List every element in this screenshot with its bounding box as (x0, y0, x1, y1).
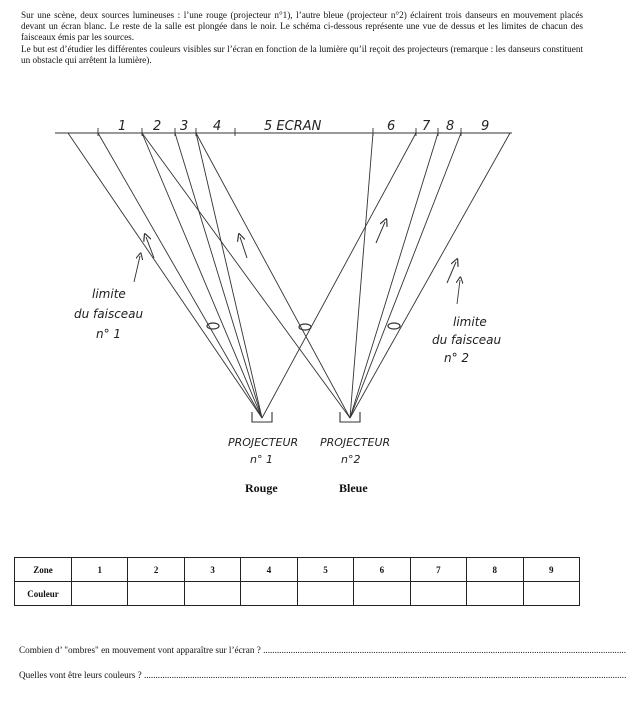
zone-cell-4: 4 (241, 558, 297, 582)
zone-cell-8: 8 (467, 558, 523, 582)
zone-mark-8: 8 (446, 119, 455, 134)
intro-paragraph-2: Le but est d’étudier les différentes couleurs visibles sur l’écran en fonction de la lumière qu’il reçoit des projecteurs (remarque : les danseurs constituent un obstacle qui arrêtent la lumière). (21, 43, 583, 65)
zones-table (14, 557, 580, 606)
zone-row (15, 558, 580, 582)
dancers (207, 323, 400, 330)
limit-1-pointer (134, 256, 140, 282)
zone-mark-7: 7 (422, 119, 431, 134)
limit-2-label-line1: limite (453, 315, 487, 329)
zone-mark-2: 2 (153, 119, 162, 134)
color-cell-5[interactable] (297, 582, 353, 606)
projector-2-caption-line1: PROJECTEUR (320, 436, 391, 449)
intro-paragraph-1: Sur une scène, deux sources lumineuses : l’une rouge (projecteur n°1), l’autre bleue (projecteur n°2) éclairent trois danseurs en mouvement placés devant un écran blanc. Le reste de la salle est plongée dans le noir. Le schéma ci-dessous représente une vue de dessus et les limites de chacun des faisceaux émis par les sources. (21, 10, 583, 43)
color-cell-4[interactable] (241, 582, 297, 606)
question-2-text: Quelles vont être leurs couleurs ? (19, 670, 142, 680)
zone-row-header: Zone (15, 558, 72, 582)
zone-cell-2: 2 (128, 558, 184, 582)
color-cell-1[interactable] (72, 582, 128, 606)
zone-cell-3: 3 (184, 558, 240, 582)
projector-2-beams (142, 133, 510, 418)
projector-1-caption-line2: n° 1 (250, 453, 273, 466)
color-cell-8[interactable] (467, 582, 523, 606)
zone-mark-9: 9 (481, 119, 490, 134)
color-row (15, 582, 580, 606)
limit-2-label-line3: n° 2 (444, 351, 470, 365)
dancer-3 (388, 323, 400, 329)
limit-2-label-line2: du faisceau (432, 333, 502, 347)
color-row-header: Couleur (15, 582, 72, 606)
projector-1-caption-line1: PROJECTEUR (228, 436, 299, 449)
question-2-answer-dots[interactable]: .................................................................................................................................................................................................................. (144, 670, 626, 680)
question-1 (19, 645, 626, 655)
limit-1-label-line1: limite (92, 287, 126, 301)
projector-1-color: Rouge (245, 481, 278, 495)
zone-mark-3: 3 (180, 119, 189, 134)
zone-cell-5: 5 (297, 558, 353, 582)
question-2 (19, 670, 626, 680)
color-cell-3[interactable] (184, 582, 240, 606)
limit-1-label-line3: n° 1 (96, 327, 122, 341)
limit-2-pointer (457, 280, 460, 304)
zone-mark-6: 6 (387, 119, 396, 134)
zone-cell-1: 1 (72, 558, 128, 582)
question-1-text: Combien d’ "ombres" en mouvement vont apparaître sur l’écran ? (19, 645, 261, 655)
color-cell-7[interactable] (410, 582, 466, 606)
limit-1-label-line2: du faisceau (74, 307, 144, 321)
question-1-answer-dots[interactable]: .............................................................................................................................................................. (263, 645, 626, 655)
color-cell-2[interactable] (128, 582, 184, 606)
projector-2-color: Bleue (339, 481, 368, 495)
zone-mark-1: 1 (118, 119, 127, 134)
color-cell-9[interactable] (523, 582, 580, 606)
zone-cell-7: 7 (410, 558, 466, 582)
zone-cell-9: 9 (523, 558, 580, 582)
color-cell-6[interactable] (354, 582, 410, 606)
projector-1-beams (68, 133, 416, 418)
zone-cell-6: 6 (354, 558, 410, 582)
zone-mark-4: 4 (213, 119, 222, 134)
projector-2-caption-line2: n°2 (341, 453, 361, 466)
screen-label: 5 ECRAN (264, 119, 322, 134)
